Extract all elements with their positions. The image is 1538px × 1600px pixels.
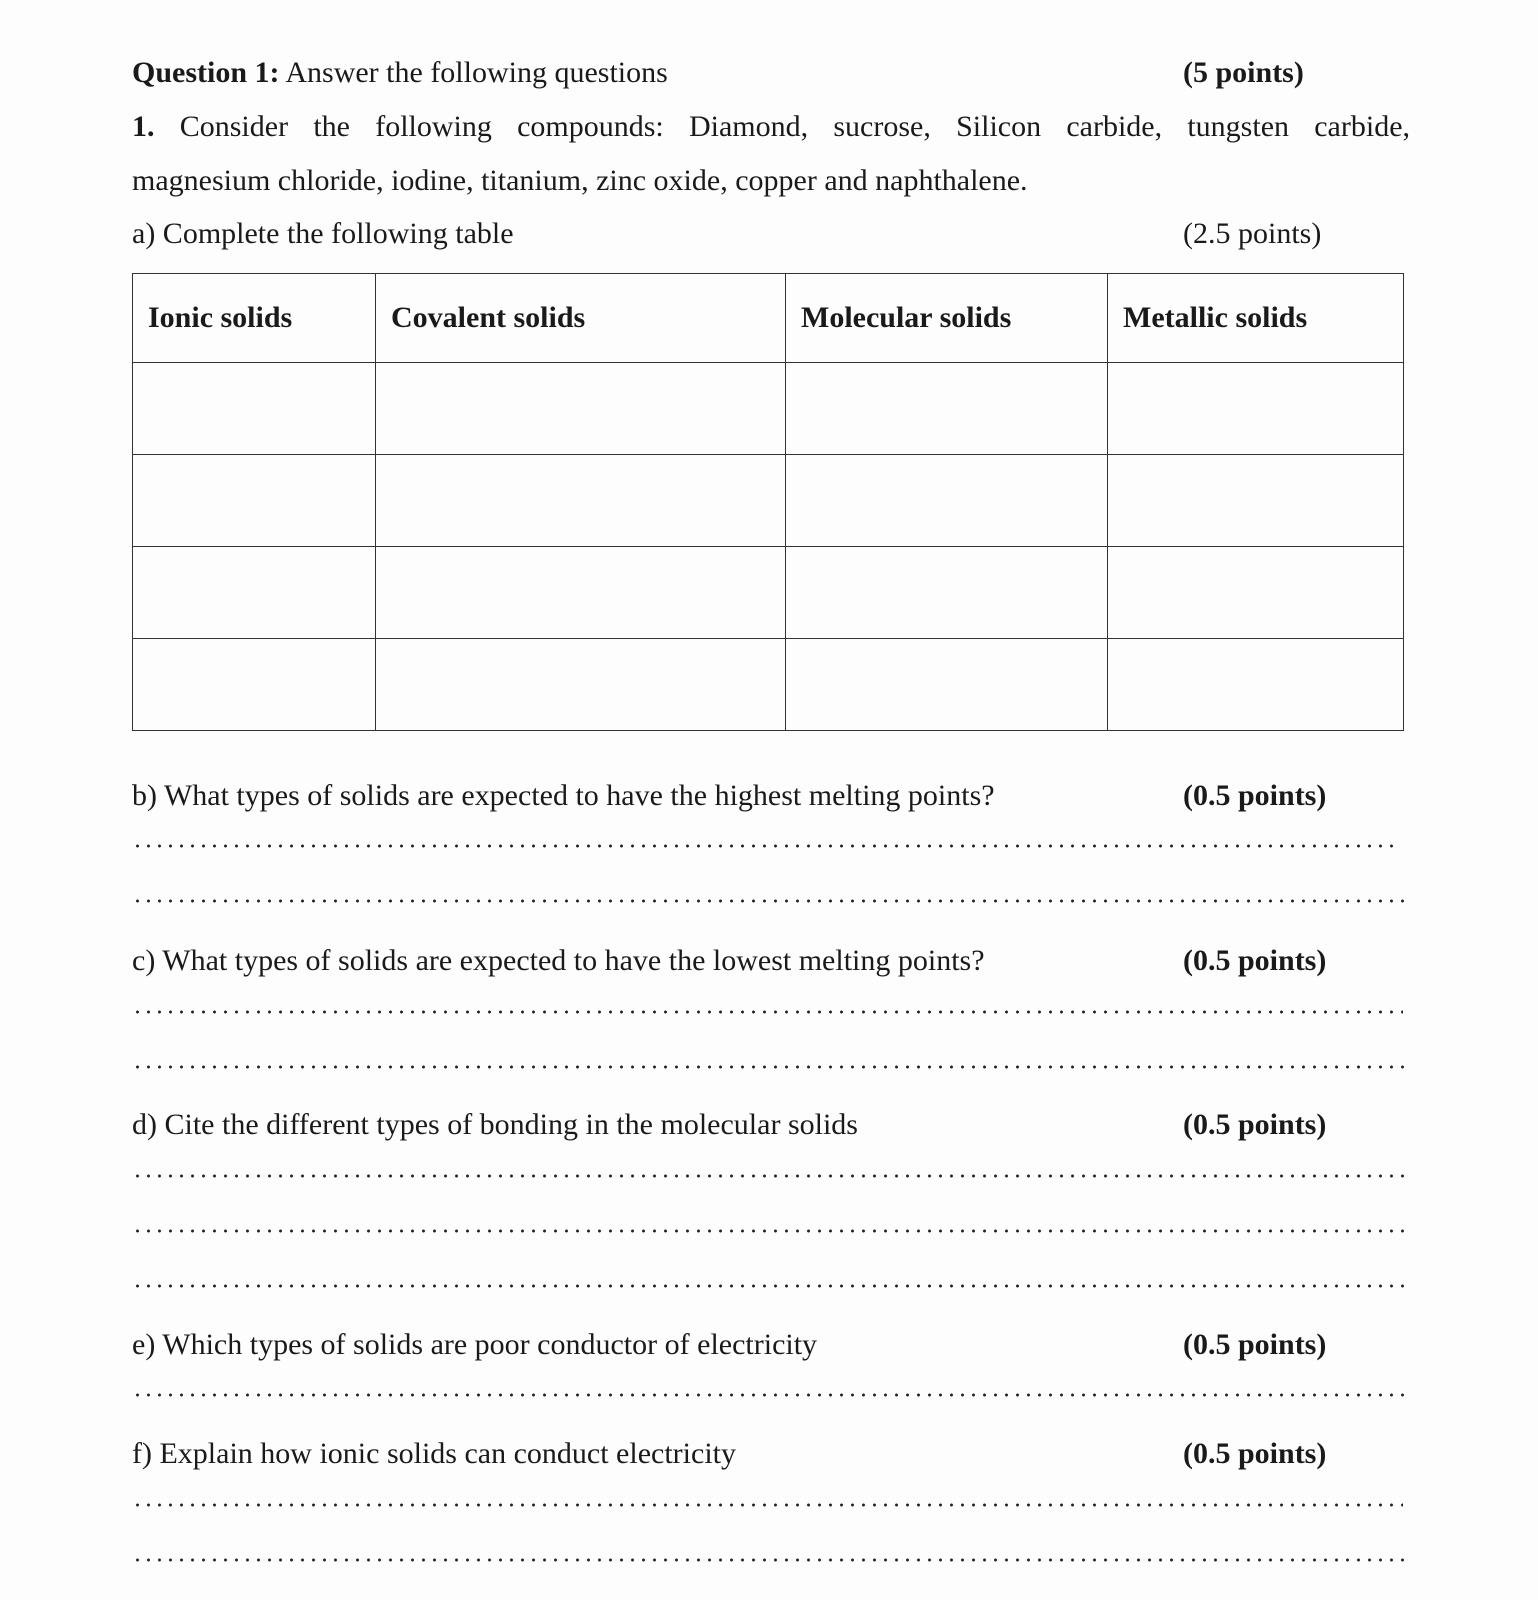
question-label: Question 1: [132, 56, 280, 89]
part-b-prompt: b) What types of solids are expected to have the highest melting points? [132, 779, 995, 812]
part-b-points: (0.5 points) [1183, 779, 1327, 812]
table-cell[interactable] [376, 363, 786, 455]
answer-line-f2[interactable] [132, 1558, 1410, 1562]
header-covalent-solids: Covalent solids [376, 274, 786, 363]
header-molecular-solids: Molecular solids [786, 274, 1108, 363]
table-cell[interactable] [133, 639, 376, 731]
part-c-points: (0.5 points) [1183, 944, 1327, 977]
part-a-points: (2.5 points) [1183, 217, 1322, 250]
table-cell[interactable] [133, 455, 376, 547]
table-cell[interactable] [376, 639, 786, 731]
table-cell[interactable] [786, 547, 1108, 639]
item1-number: 1. [132, 110, 155, 143]
part-a-prompt: a) Complete the following table [132, 217, 514, 250]
answer-line-d1[interactable] [132, 1174, 1410, 1178]
answer-line-b2[interactable] [132, 899, 1410, 903]
answer-line-c2[interactable] [132, 1065, 1410, 1069]
table-row [133, 363, 1404, 455]
item1-text-line1: Consider the following compounds: Diamond, sucrose, Silicon carbide, tungsten carbide, [179, 110, 1411, 143]
question-points: (5 points) [1183, 56, 1304, 89]
answer-line-f1[interactable] [132, 1503, 1403, 1507]
question-text: Answer the following questions [279, 56, 668, 89]
part-d-prompt: d) Cite the different types of bonding in the molecular solids [132, 1108, 858, 1141]
answer-line-d2[interactable] [132, 1229, 1410, 1233]
item1-line1 [132, 107, 1410, 147]
answer-line-d3[interactable] [132, 1284, 1410, 1288]
table-cell[interactable] [1108, 363, 1404, 455]
part-f-points: (0.5 points) [1183, 1437, 1327, 1470]
question-heading [132, 53, 668, 93]
table-row [133, 455, 1404, 547]
answer-line-c1[interactable] [132, 1010, 1403, 1014]
table-cell[interactable] [786, 639, 1108, 731]
answer-line-b1[interactable] [132, 844, 1400, 848]
table-cell[interactable] [376, 455, 786, 547]
solids-table [132, 273, 1404, 731]
table-cell[interactable] [133, 547, 376, 639]
table-cell[interactable] [786, 363, 1108, 455]
table-cell[interactable] [1108, 639, 1404, 731]
answer-line-e1[interactable] [132, 1393, 1410, 1397]
part-c-prompt: c) What types of solids are expected to have the lowest melting points? [132, 944, 985, 977]
header-metallic-solids: Metallic solids [1108, 274, 1404, 363]
table-cell[interactable] [786, 455, 1108, 547]
part-e-points: (0.5 points) [1183, 1328, 1327, 1361]
part-f-prompt: f) Explain how ionic solids can conduct electricity [132, 1437, 736, 1470]
table-row [133, 639, 1404, 731]
header-ionic-solids: Ionic solids [133, 274, 376, 363]
table-header-row [133, 274, 1404, 363]
table-cell[interactable] [1108, 455, 1404, 547]
table-cell[interactable] [376, 547, 786, 639]
part-e-prompt: e) Which types of solids are poor conductor of electricity [132, 1328, 818, 1361]
table-cell[interactable] [1108, 547, 1404, 639]
table-cell[interactable] [133, 363, 376, 455]
table-row [133, 547, 1404, 639]
part-d-points: (0.5 points) [1183, 1108, 1327, 1141]
item1-line2: magnesium chloride, iodine, titanium, zinc oxide, copper and naphthalene. [132, 164, 1028, 197]
